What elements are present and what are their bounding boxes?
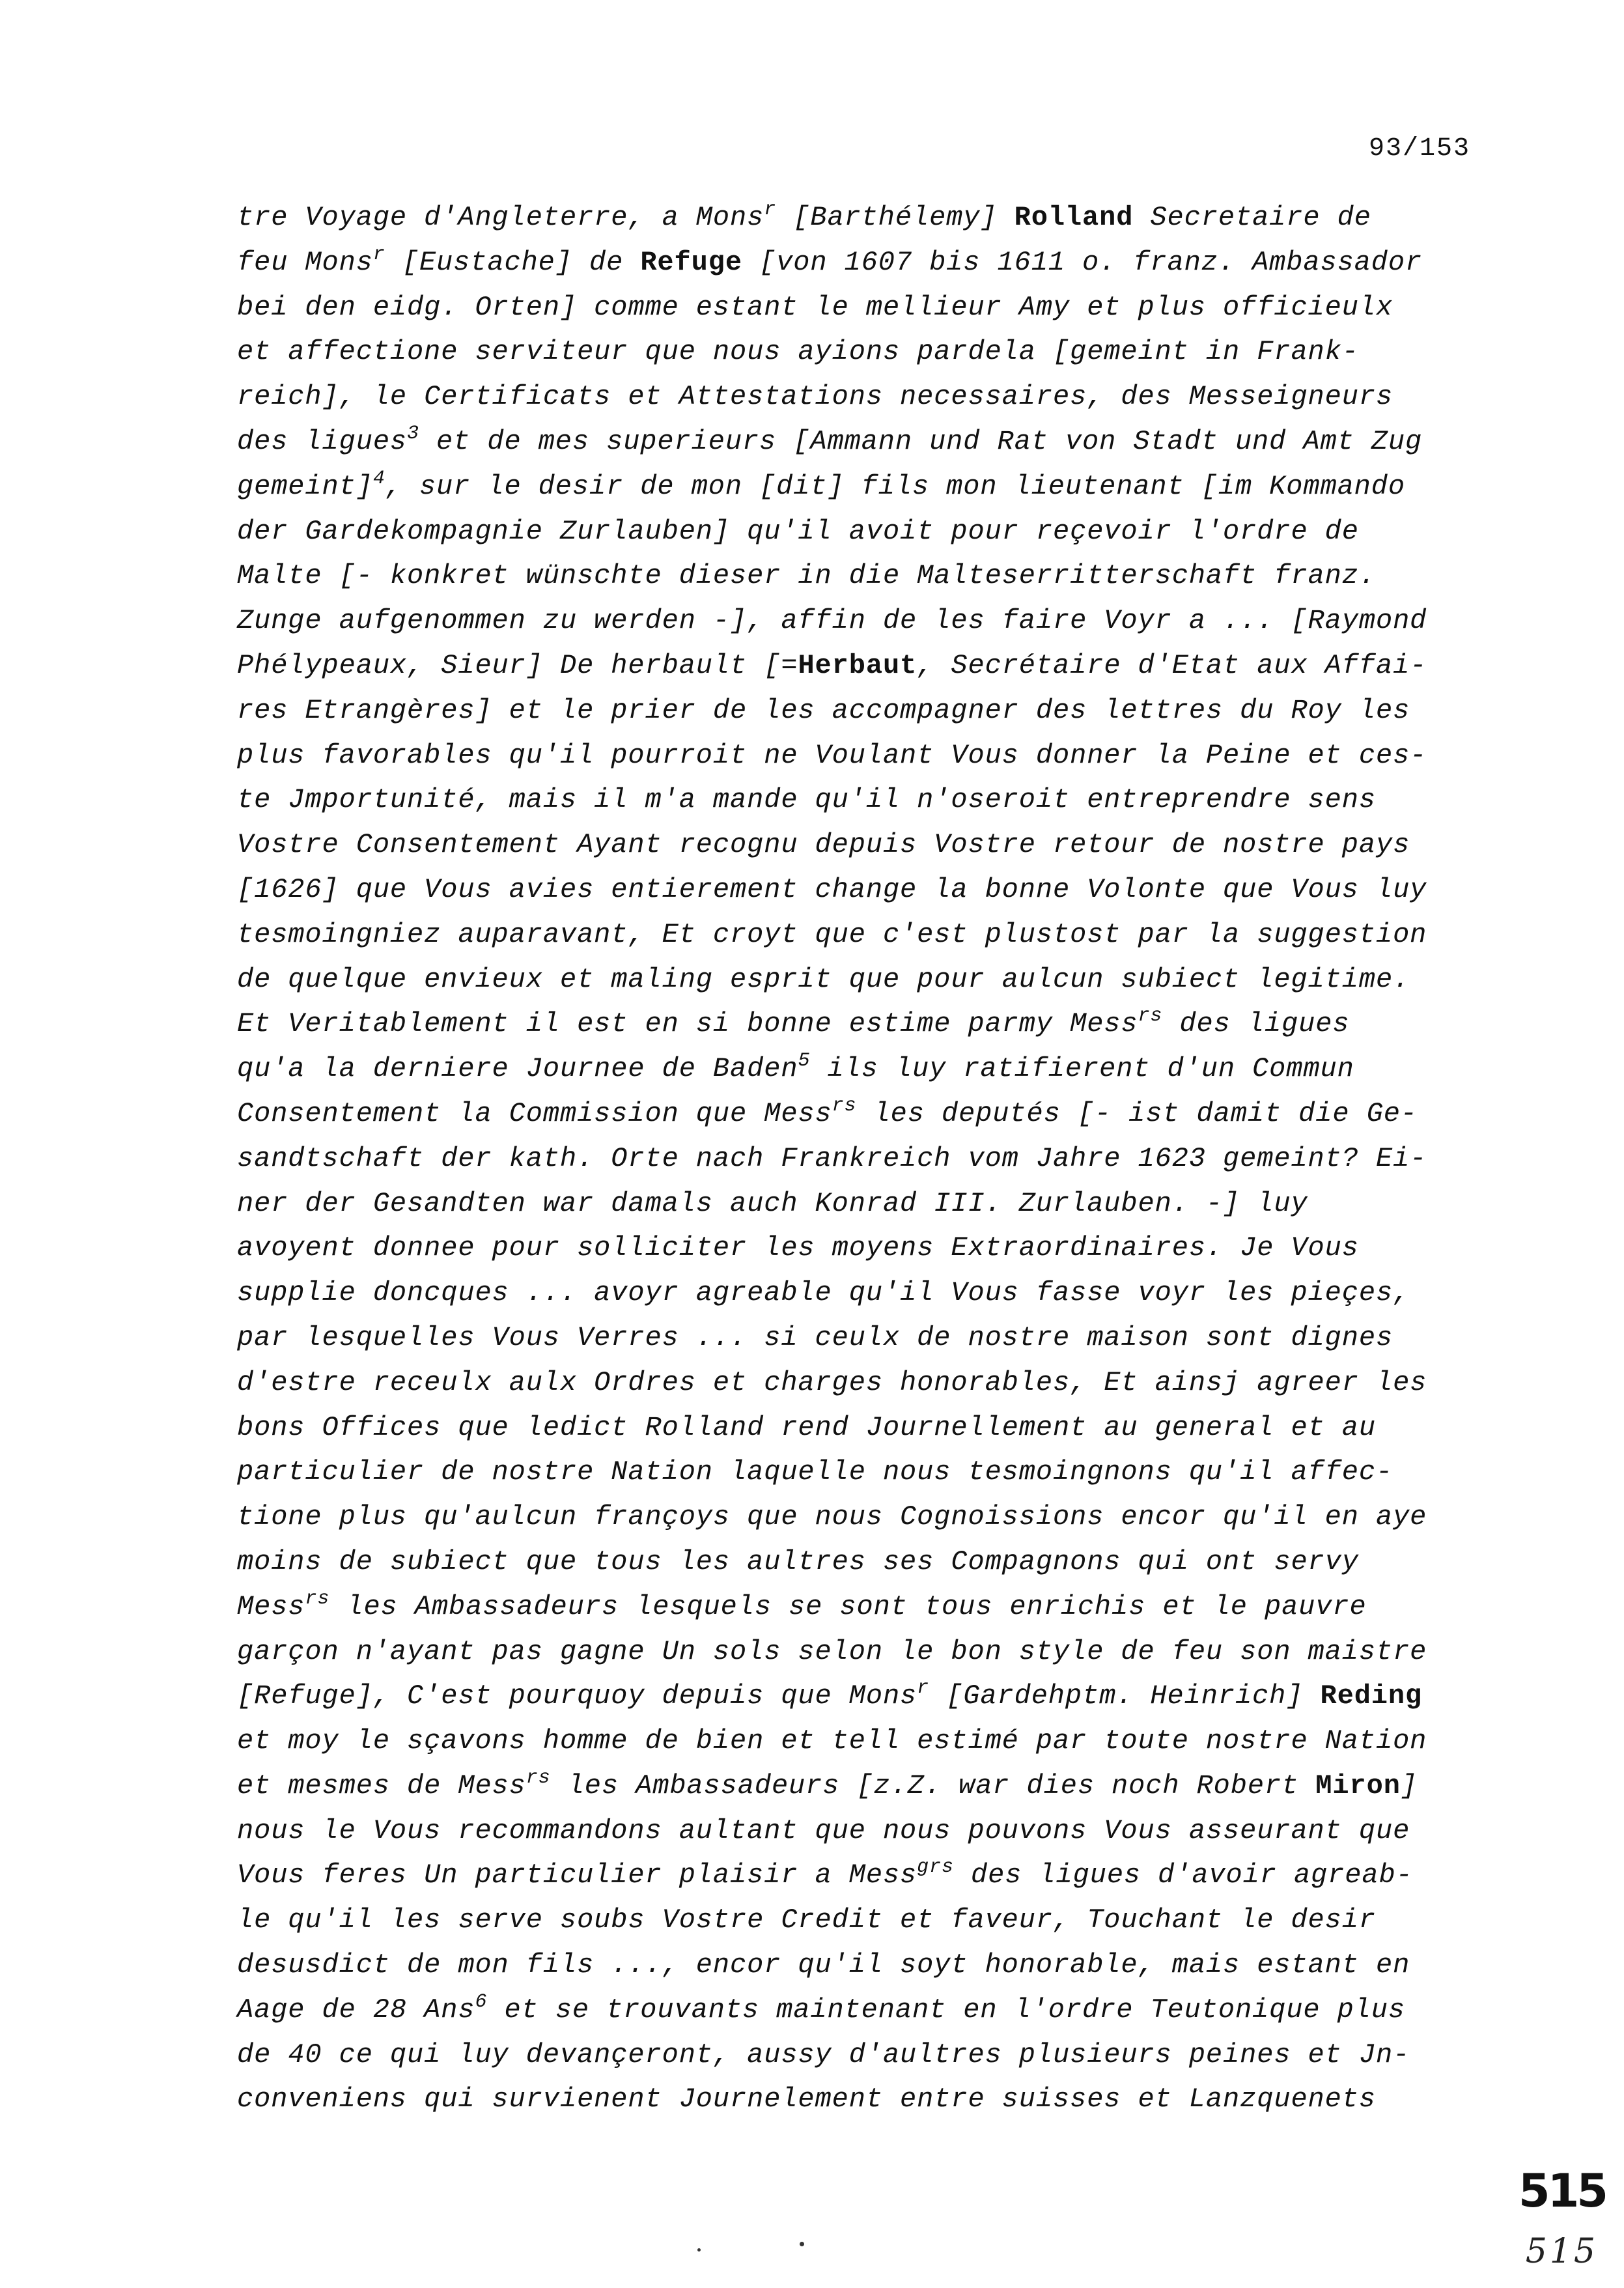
text-run: Vostre Consentement Ayant recognu depuis Vostre retour de nostre pays: [237, 829, 1410, 861]
text-run: Consentement la Commission que Mess: [237, 1097, 832, 1129]
superscript: r: [372, 243, 385, 266]
text-run: [1626] que Vous avies entierement change la bonne Volonte que Vous luy: [237, 873, 1427, 905]
text-run: ils luy ratifierent d'un Commun: [810, 1053, 1354, 1085]
superscript: 4: [372, 467, 385, 490]
text-line: [237, 599, 1494, 643]
text-run: qu'a la derniere Journee de Baden: [237, 1053, 798, 1085]
text-line: [237, 1181, 1494, 1226]
text-line: [237, 1898, 1494, 1943]
text-run: et se trouvants maintenant en l'ordre Teutonique plus: [487, 1994, 1405, 2026]
text-run: bons Offices que ledict Rolland rend Journellement au general et au: [237, 1411, 1376, 1443]
superscript: rs: [305, 1587, 330, 1610]
bold-name: Herbaut: [798, 649, 917, 681]
text-run: Aage de 28 Ans: [237, 1994, 475, 2026]
text-run: par lesquelles Vous Verres ... si ceulx de nostre maison sont dignes: [237, 1321, 1393, 1353]
text-run: [Barthélemy]: [776, 202, 1015, 233]
superscript: r: [917, 1677, 930, 1700]
text-line: [237, 1405, 1494, 1450]
letter-text-body: [237, 195, 1494, 2122]
archive-stamp-number: 515: [1518, 2164, 1606, 2218]
text-line: [237, 464, 1494, 509]
text-run: plus favorables qu'il pourroit ne Voulant Vous donner la Peine et ces-: [237, 739, 1427, 771]
text-line: [237, 823, 1494, 868]
superscript: rs: [832, 1094, 857, 1117]
text-run: nous le Vous recommandons aultant que nous pouvons Vous asseurant que: [237, 1815, 1410, 1846]
handwritten-folio-number: 515: [1525, 2232, 1598, 2271]
text-line: [237, 912, 1494, 957]
text-run: der Gardekompagnie Zurlauben] qu'il avoit pour reçevoir l'ordre de: [237, 515, 1359, 547]
text-run: les Ambassadeurs [z.Z. war dies noch Robert: [550, 1770, 1316, 1801]
text-run: et mesmes de Mess: [237, 1770, 526, 1801]
text-run: Secretaire de: [1133, 202, 1371, 233]
bold-name: Reding: [1320, 1680, 1423, 1712]
text-line: [237, 733, 1494, 778]
text-line: [237, 2033, 1494, 2078]
text-run: bei den eidg. Orten] comme estant le mellieur Amy et plus officieulx: [237, 291, 1393, 323]
text-line: [237, 1809, 1494, 1854]
text-run: conveniens qui survienent Journelement entre suisses et Lanzquenets: [237, 2083, 1376, 2115]
text-run: [Eustache] de: [385, 246, 641, 278]
text-line: [237, 1630, 1494, 1674]
text-line: [237, 1092, 1494, 1137]
text-run: ]: [1400, 1770, 1418, 1801]
text-line: [237, 1047, 1494, 1092]
bold-name: Rolland: [1014, 202, 1134, 233]
bold-name: Miron: [1315, 1770, 1401, 1801]
superscript: r: [764, 199, 777, 221]
text-line: [237, 509, 1494, 554]
text-line: [237, 1764, 1494, 1809]
text-run: Malte [- konkret wünschte dieser in die Malteserritterschaft franz.: [237, 560, 1376, 592]
text-run: [Refuge], C'est pourquoy depuis que Mons: [237, 1680, 917, 1712]
text-line: [237, 1495, 1494, 1540]
text-line: [237, 1988, 1494, 2033]
text-run: garçon n'ayant pas gagne Un sols selon le bon style de feu son maistre: [237, 1635, 1427, 1667]
text-line: [237, 1585, 1494, 1630]
text-run: des ligues: [237, 425, 408, 457]
superscript: 6: [475, 1990, 488, 2013]
text-run: moins de subiect que tous les aultres ses Compagnons qui ont servy: [237, 1546, 1359, 1577]
text-line: [237, 1316, 1494, 1361]
text-run: et de mes superieurs [Ammann und Rat von Stadt und Amt Zug: [419, 425, 1423, 457]
text-run: feu Mons: [237, 246, 373, 278]
text-line: [237, 778, 1494, 823]
text-run: Et Veritablement il est en si bonne estime parmy Mess: [237, 1008, 1138, 1040]
superscript: grs: [917, 1856, 954, 1879]
page-number: 93/153: [1368, 134, 1470, 163]
text-run: Phélypeaux, Sieur] De herbault [=: [237, 649, 798, 681]
text-run: tione plus qu'aulcun françoys que nous Cognoissions encor qu'il en aye: [237, 1501, 1427, 1533]
scan-speck: [697, 2248, 701, 2252]
text-run: avoyent donnee pour solliciter les moyens Extraordinaires. Je Vous: [237, 1232, 1359, 1264]
text-run: sandtschaft der kath. Orte nach Frankreich vom Jahre 1623 gemeint? Ei-: [237, 1142, 1427, 1174]
text-line: [237, 1271, 1494, 1316]
text-line: [237, 1540, 1494, 1585]
text-line: [237, 1002, 1494, 1047]
text-line: [237, 195, 1494, 240]
text-line: [237, 688, 1494, 733]
text-line: [237, 1226, 1494, 1271]
text-line: [237, 1361, 1494, 1405]
text-run: reich], le Certificats et Attestations necessaires, des Messeigneurs: [237, 381, 1393, 413]
text-line: [237, 957, 1494, 1002]
text-run: te Jmportunité, mais il m'a mande qu'il n'oseroit entreprendre sens: [237, 784, 1376, 816]
text-line: [237, 419, 1494, 464]
text-run: le qu'il les serve soubs Vostre Credit et faveur, Touchant le desir: [237, 1904, 1376, 1936]
text-run: de quelque envieux et maling esprit que pour aulcun subiect legitime.: [237, 963, 1410, 995]
text-line: [237, 1943, 1494, 1988]
text-line: [237, 1137, 1494, 1181]
superscript: 3: [407, 422, 419, 445]
text-run: des ligues d'avoir agreab-: [953, 1859, 1413, 1891]
text-line: [237, 1450, 1494, 1495]
scan-speck: [800, 2242, 804, 2246]
text-line: [237, 2077, 1494, 2122]
text-run: tre Voyage d'Angleterre, a Mons: [237, 202, 764, 233]
text-run: particulier de nostre Nation laquelle nous tesmoingnons qu'il affec-: [237, 1456, 1393, 1488]
text-run: , Secrétaire d'Etat aux Affai-: [917, 649, 1427, 681]
text-run: Zunge aufgenommen zu werden -], affin de les faire Voyr a ... [Raymond: [237, 605, 1427, 637]
text-line: [237, 868, 1494, 912]
text-run: Vous feres Un particulier plaisir a Mess: [237, 1859, 917, 1891]
text-line: [237, 643, 1494, 688]
text-run: les Ambassadeurs lesquels se sont tous enrichis et le pauvre: [329, 1590, 1367, 1622]
text-run: des ligues: [1162, 1008, 1350, 1040]
text-run: d'estre receulx aulx Ordres et charges honorables, Et ainsj agreer les: [237, 1366, 1427, 1398]
text-line: [237, 374, 1494, 419]
bold-name: Refuge: [640, 246, 742, 278]
text-run: Mess: [237, 1590, 305, 1622]
text-line: [237, 240, 1494, 285]
text-line: [237, 285, 1494, 330]
text-run: de 40 ce qui luy devançeront, aussy d'aultres plusieurs peines et Jn-: [237, 2039, 1410, 2070]
text-line: [237, 330, 1494, 374]
text-run: et affectione serviteur que nous ayions pardela [gemeint in Frank-: [237, 336, 1359, 368]
text-run: desusdict de mon fils ..., encor qu'il soyt honorable, mais estant en: [237, 1949, 1410, 1981]
superscript: rs: [1138, 1005, 1163, 1028]
superscript: rs: [525, 1766, 551, 1789]
text-run: res Etrangères] et le prier de les accompagner des lettres du Roy les: [237, 694, 1410, 726]
text-run: , sur le desir de mon [dit] fils mon lieutenant [im Kommando: [385, 470, 1405, 502]
text-line: [237, 1674, 1494, 1719]
text-line: [237, 1719, 1494, 1764]
text-run: les deputés [- ist damit die Ge-: [856, 1097, 1418, 1129]
text-run: gemeint]: [237, 470, 373, 502]
text-run: ner der Gesandten war damals auch Konrad III. Zurlauben. -] luy: [237, 1187, 1308, 1219]
text-run: supplie doncques ... avoyr agreable qu'il Vous fasse voyr les pieçes,: [237, 1277, 1410, 1309]
text-run: [von 1607 bis 1611 o. franz. Ambassador: [742, 246, 1423, 278]
text-line: [237, 554, 1494, 599]
text-run: [Gardehptm. Heinrich]: [929, 1680, 1321, 1712]
superscript: 5: [798, 1050, 811, 1073]
text-line: [237, 1853, 1494, 1898]
text-run: et moy le sçavons homme de bien et tell estimé par toute nostre Nation: [237, 1725, 1427, 1757]
text-run: tesmoingniez auparavant, Et croyt que c'est plustost par la suggestion: [237, 918, 1427, 950]
